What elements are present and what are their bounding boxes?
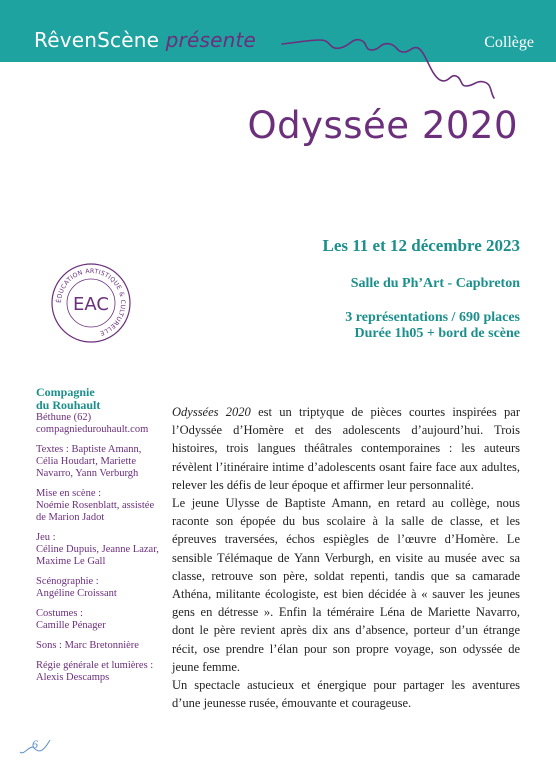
credit-value: Angéline Croissant xyxy=(36,588,117,599)
credit-value: Céline Dupuis, Jeanne Lazar, Maxime Le Gall xyxy=(36,544,159,567)
credit-sound xyxy=(36,640,164,652)
credits-sidebar xyxy=(36,386,164,692)
audience-level: Collège xyxy=(484,34,534,51)
performance-duration: Durée 1h05 + bord de scène xyxy=(354,326,520,341)
brand-presente: présente xyxy=(159,28,257,52)
credit-value: Baptiste Amann, Célia Houdart, Mariette Navarro, Yann Verburgh xyxy=(36,444,142,479)
brand-wordmark xyxy=(34,28,256,52)
description-paragraph-2: Le jeune Ulysse de Baptiste Amann, en retard au collège, nous raconte son épopée du bus scolaire à la salle de classe, et les épreuves traversées, échos espiègles de l’œuvre d’Homère. Le sensible Télémaque de Yann Verburgh, en visite au musée avec sa classe, retrouve son père, soldat repenti, tandis que sa camarade Athéna, militante écologiste, est bien décidée à « sauver les jeunes gens en détresse ». Enfin la téméraire Léna de Mariette Navarro, dont le père revient après dix ans d’absence, porteur d’un étrange récit, ose prendre l’élan pour son propre voyage, son odyssée de jeune femme. xyxy=(172,496,520,674)
company-website: compagniedurouhault.com xyxy=(36,424,149,435)
description-paragraph-3: Un spectacle astucieux et énergique pour partager les aventures d’une jeunesse rusée, émouvante et courageuse. xyxy=(172,678,520,711)
credit-label: Scénographie : xyxy=(36,576,99,587)
credit-label: Textes : xyxy=(36,444,69,455)
description-p1-text: est un triptyque de pièces courtes inspirées par l’Odyssée d’Homère et des adolescents d’aujourd’hui. Trois histoires, trois langues théâtrales contemporaines : les auteurs révèlent l’itinéraire intime d’adolescents osant faire face aux adultes, relever les défis de leur époque et affirmer leur personnalité. xyxy=(172,405,520,492)
company-name-line1: Compagnie xyxy=(36,385,95,399)
company-city: Béthune (62) xyxy=(36,412,92,423)
credit-value: Noémie Rosenblatt, assistée de Marion Jadot xyxy=(36,500,155,523)
show-description xyxy=(172,403,520,712)
credit-texts xyxy=(36,444,164,480)
page-number-text: 6 xyxy=(32,737,38,751)
event-performances xyxy=(345,310,520,342)
show-title: Odyssée 2020 xyxy=(247,104,518,147)
squiggle-decoration xyxy=(280,18,520,118)
credit-label: Régie générale et lumières : xyxy=(36,660,154,671)
brand-name: RêvenScène xyxy=(34,28,160,52)
credit-label: Jeu : xyxy=(36,532,56,543)
event-dates: Les 11 et 12 décembre 2023 xyxy=(322,236,520,255)
credit-label: Mise en scène : xyxy=(36,488,102,499)
eac-center-text: EAC xyxy=(73,294,109,315)
credit-label: Costumes : xyxy=(36,608,83,619)
credit-label: Sons : xyxy=(36,640,62,651)
event-venue: Salle du Ph’Art - Capbreton xyxy=(350,276,520,291)
credit-cast xyxy=(36,532,164,568)
credit-costumes xyxy=(36,608,164,632)
performances-count: 3 représentations / 690 places xyxy=(345,310,520,325)
credit-direction xyxy=(36,488,164,524)
company-block xyxy=(36,386,164,436)
credit-scenography xyxy=(36,576,164,600)
page-number xyxy=(16,734,56,758)
eac-ring-text: ÉDUCATION ARTISTIQUE & CULTURELLE xyxy=(55,267,127,337)
eac-badge-icon xyxy=(50,262,132,344)
description-title-italic: Odyssées 2020 xyxy=(172,405,251,419)
description-paragraph-1 xyxy=(172,403,520,494)
credit-lighting xyxy=(36,660,164,684)
credit-value: Alexis Descamps xyxy=(36,672,110,683)
credit-value: Marc Bretonnière xyxy=(64,640,139,651)
company-name-line2: du Rouhault xyxy=(36,398,101,412)
credit-value: Camille Pénager xyxy=(36,620,106,631)
